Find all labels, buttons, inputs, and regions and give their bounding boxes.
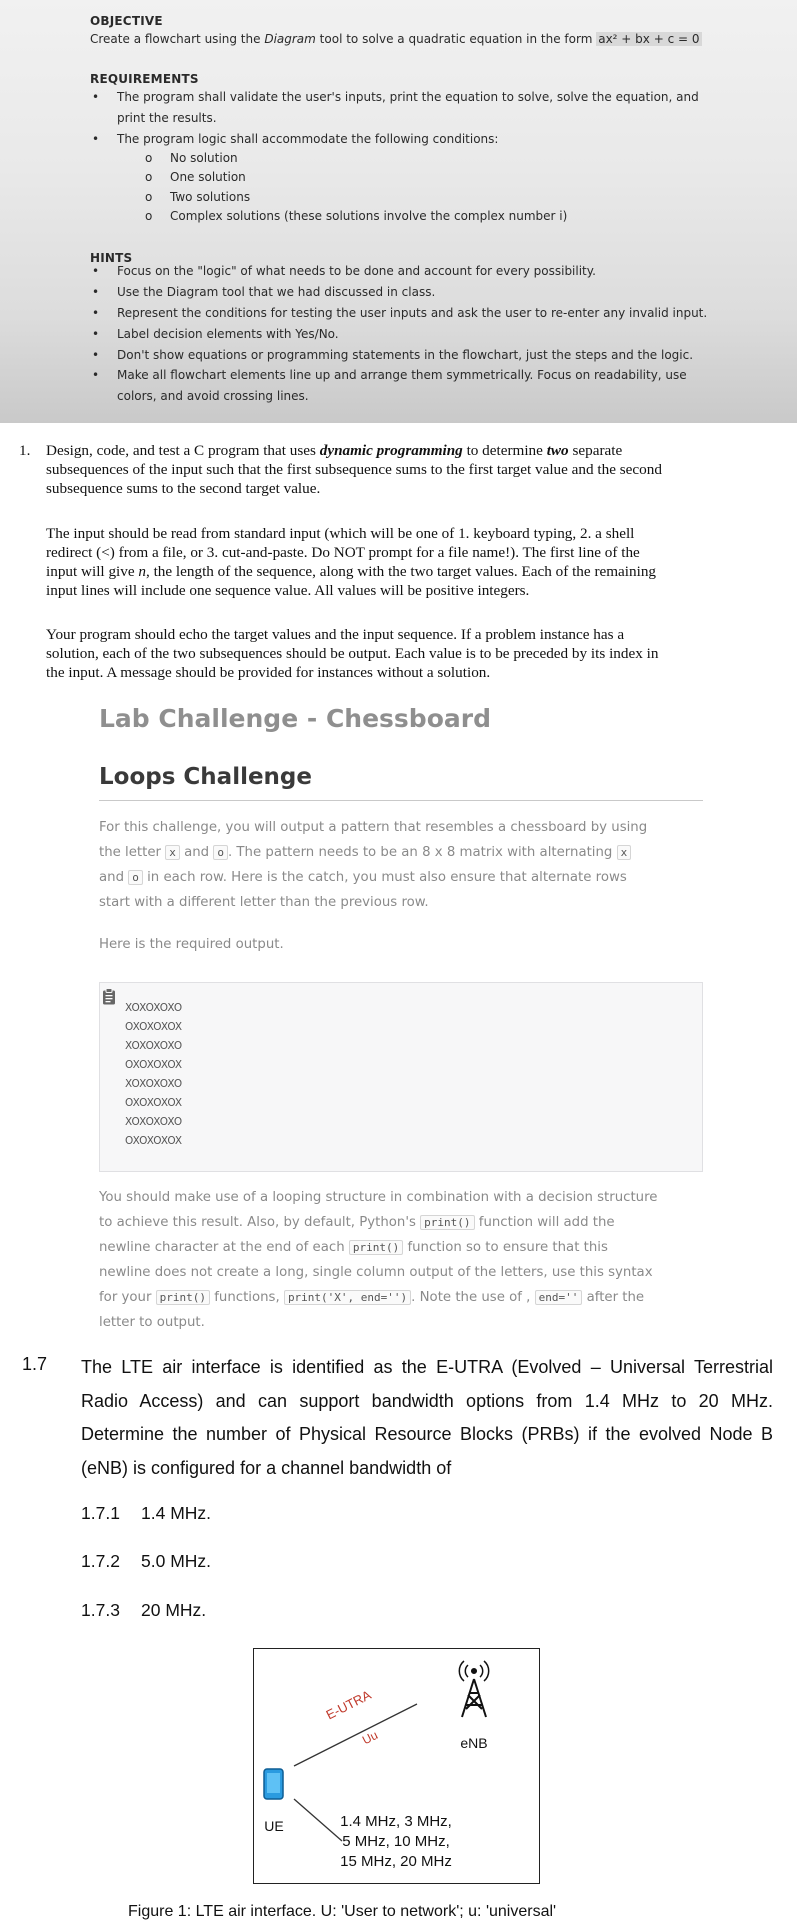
clipboard-icon[interactable] xyxy=(102,988,116,1005)
dp-task-section xyxy=(0,423,797,688)
lte-figure xyxy=(253,1648,540,1884)
loops-title: Loops Challenge xyxy=(99,764,312,790)
antenna-tower-icon xyxy=(462,1679,486,1717)
bullet: • xyxy=(92,90,100,104)
requirement-2: The program logic shall accommodate the following conditions: xyxy=(117,132,499,146)
title-divider xyxy=(99,800,703,801)
output-row: XOXOXOXO xyxy=(125,1040,183,1052)
output-row: OXOXOXOX xyxy=(125,1097,183,1109)
output-row: OXOXOXOX xyxy=(125,1021,183,1033)
bandwidth-line-2: 5 MHz, 10 MHz, xyxy=(342,1833,450,1850)
task-paragraph-1: Design, code, and test a C program that uses dynamic programming to determine two separate subsequences of the input such that the first subsequence sums to the first target value and the second subsequence sums to the second target value. xyxy=(46,442,662,497)
code-print: print() xyxy=(349,1240,403,1255)
sub-bullet: o xyxy=(145,151,153,165)
requirement-1-cont: print the results. xyxy=(117,111,217,125)
output-box xyxy=(99,982,703,1172)
code-o: o xyxy=(128,870,143,885)
code-x: x xyxy=(617,845,632,860)
bandwidth-line-1: 1.4 MHz, 3 MHz, xyxy=(340,1813,452,1830)
output-row: XOXOXOXO xyxy=(125,1078,183,1090)
question-text: The LTE air interface is identified as the E-UTRA (Evolved – Universal Terrestrial Radio Access) and can support bandwidth options from 1.4 MHz to 20 MHz. Determine the number of Physical Resource Blocks (PRBs) if the evolved Node B (eNB) is configured for a channel bandwidth of xyxy=(81,1357,773,1478)
radio-waves-icon xyxy=(459,1661,488,1681)
enb-label: eNB xyxy=(460,1735,488,1751)
bullet: • xyxy=(92,306,100,320)
hint-4: Label decision elements with Yes/No. xyxy=(117,327,339,341)
note-paragraph: You should make use of a looping structure in combination with a decision structure to achieve this result. Also, by default, Python's print() function will add the newline character at the end of each print() function so to ensure that this newline does not create a long, single column output of the letters, use this syntax for your print() functions, print('X', end='') . Note the use of , end='' after the letter to output. xyxy=(99,1190,658,1330)
code-end: end='' xyxy=(535,1290,583,1305)
lte-diagram xyxy=(254,1649,541,1885)
sub-bullet: o xyxy=(145,209,153,223)
assignment-photo-section xyxy=(0,0,797,423)
code-o: o xyxy=(213,845,228,860)
code-x: x xyxy=(165,845,180,860)
intro-paragraph: For this challenge, you will output a pattern that resembles a chessboard by using the letter x and o . The pattern needs to be an 8 x 8 matrix with alternating x and o in each row. Here is the catch, you must also ensure that alternate rows start with a different letter than the previous row. xyxy=(99,820,648,910)
bullet: • xyxy=(92,285,100,299)
sub-bullet: o xyxy=(145,170,153,184)
required-output-label: Here is the required output. xyxy=(99,937,284,952)
uu-label: Uu xyxy=(360,1727,381,1748)
code-print: print() xyxy=(420,1215,474,1230)
hint-6: Make all flowchart elements line up and arrange them symmetrically. Focus on readability, use xyxy=(117,368,687,382)
ue-label: UE xyxy=(264,1818,284,1834)
condition-1: No solution xyxy=(170,151,238,165)
eutra-label: E-UTRA xyxy=(323,1687,374,1723)
option-2: 1.7.2 5.0 MHz. xyxy=(81,1551,212,1571)
bullet: • xyxy=(92,348,100,362)
hints-heading: HINTS xyxy=(90,251,133,265)
bullet: • xyxy=(92,132,100,146)
task-paragraph-2: The input should be read from standard input (which will be one of 1. keyboard typing, 2. a shell redirect (<) from a file, or 3. cut-and-paste. Do NOT prompt for a file name!). The first line of the input will give n, the length of the sequence, along with the two target values. Each of the remaining input lines will include one sequence value. All values will be positive integers. xyxy=(46,525,657,599)
condition-3: Two solutions xyxy=(170,190,251,204)
bandwidth-pointer xyxy=(294,1799,342,1841)
lte-question-section xyxy=(0,1338,797,1920)
output-row: XOXOXOXO xyxy=(125,1002,183,1014)
code-print-end: print('X', end='') xyxy=(284,1290,411,1305)
option-1: 1.7.1 1.4 MHz. xyxy=(81,1503,212,1523)
hint-6-cont: colors, and avoid crossing lines. xyxy=(117,389,309,403)
objective-text: Create a flowchart using the Diagram tool to solve a quadratic equation in the form ax² + bx + c = 0 xyxy=(90,32,700,46)
condition-2: One solution xyxy=(170,170,246,184)
hint-5: Don't show equations or programming statements in the flowchart, just the steps and the logic. xyxy=(117,348,694,362)
figure-caption: Figure 1: LTE air interface. U: 'User to network'; u: 'universal' xyxy=(128,1903,557,1920)
quadratic-equation: ax² + bx + c = 0 xyxy=(598,32,700,46)
task-paragraph-3: Your program should echo the target values and the input sequence. If a problem instance has a solution, each of the two subsequences should be output. Each value is to be preceded by its index in the input. A message should be provided for instances without a solution. xyxy=(46,626,659,681)
lab-title: Lab Challenge - Chessboard xyxy=(99,704,491,733)
requirement-1: The program shall validate the user's inputs, print the equation to solve, solve the equation, and xyxy=(117,90,699,104)
output-lines xyxy=(125,999,182,1151)
requirements-heading: REQUIREMENTS xyxy=(90,72,199,86)
code-print: print() xyxy=(156,1290,210,1305)
bullet: • xyxy=(92,327,100,341)
hint-2: Use the Diagram tool that we had discussed in class. xyxy=(117,285,436,299)
objective-heading: OBJECTIVE xyxy=(90,14,163,28)
sub-bullet: o xyxy=(145,190,153,204)
bullet: • xyxy=(92,264,100,278)
hint-3: Represent the conditions for testing the user inputs and ask the user to re-enter any invalid input. xyxy=(117,306,708,320)
radio-link-line xyxy=(294,1704,417,1766)
bullet: • xyxy=(92,368,100,382)
phone-icon xyxy=(264,1769,283,1799)
question-number: 1.7 xyxy=(22,1354,48,1374)
condition-4: Complex solutions (these solutions involve the complex number i) xyxy=(170,209,568,223)
output-row: OXOXOXOX xyxy=(125,1059,183,1071)
output-row: OXOXOXOX xyxy=(125,1135,183,1147)
bandwidth-line-3: 15 MHz, 20 MHz xyxy=(340,1853,452,1870)
hint-1: Focus on the "logic" of what needs to be done and account for every possibility. xyxy=(117,264,596,278)
output-row: XOXOXOXO xyxy=(125,1116,183,1128)
task-number: 1. xyxy=(19,442,31,459)
option-3: 1.7.3 20 MHz. xyxy=(81,1600,207,1620)
chessboard-lab-section xyxy=(0,688,797,1338)
